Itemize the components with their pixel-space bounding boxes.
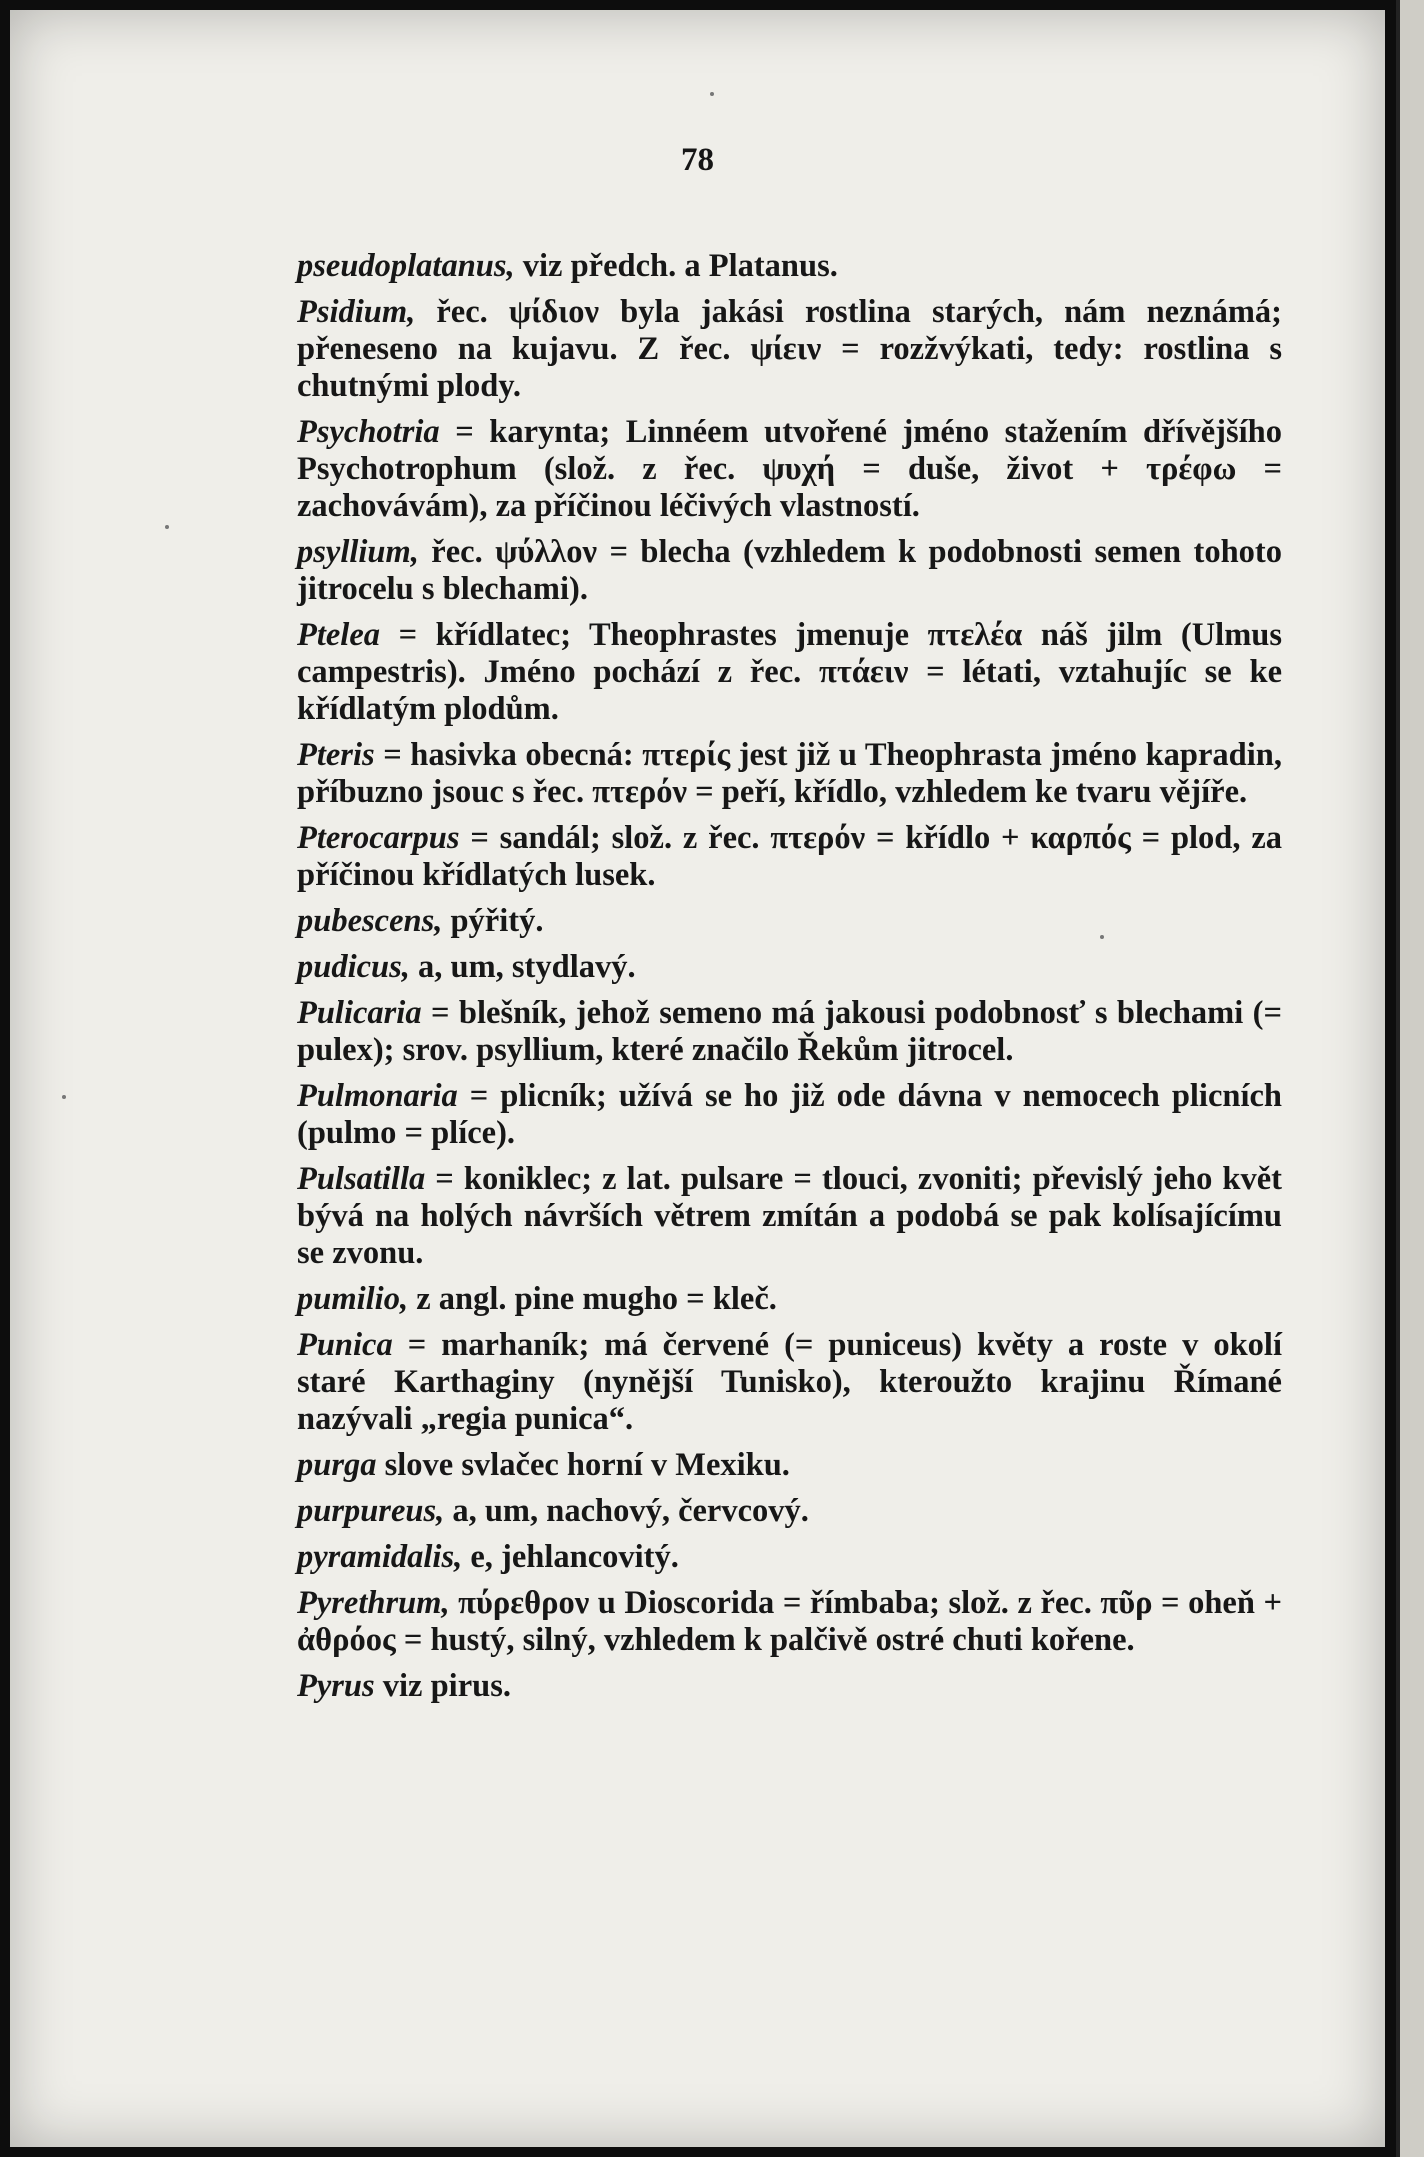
entry (297, 1161, 1282, 1272)
binding-edge (1396, 0, 1424, 2157)
book-page (10, 10, 1385, 2147)
entry (297, 248, 1282, 285)
entry (297, 617, 1282, 728)
entry-lemma: Pyrus (297, 1668, 375, 1704)
entry-lemma: Psidium, (297, 294, 416, 330)
entry-text: = křídlatec; Theophrastes jmenuje πτελέα náš jilm (Ulmus campestris). Jméno pochází z řec. πτάειν = létati, vztahujíc se ke křídlatým plodům. (297, 617, 1282, 727)
entry (297, 949, 1282, 986)
entry (297, 995, 1282, 1069)
entry-text: z angl. pine mugho = kleč. (408, 1281, 777, 1317)
entry-lemma: pyramidalis, (297, 1539, 463, 1575)
entry-text: a, um, nachový, červcový. (444, 1493, 809, 1529)
entry-lemma: pseudoplatanus, (297, 248, 515, 284)
entry (297, 534, 1282, 608)
entry-lemma: Punica (297, 1327, 393, 1363)
entry-text: pýřitý. (442, 903, 544, 939)
entry-lemma: Ptelea (297, 617, 381, 653)
entry-text: viz pirus. (374, 1668, 511, 1704)
entry-text: slove svlačec horní v Mexiku. (376, 1447, 790, 1483)
entry (297, 1078, 1282, 1152)
entry (297, 1493, 1282, 1530)
entry-lemma: Pteris (297, 737, 375, 773)
entry-text: = hasivka obecná: πτερίς jest již u Theophrasta jméno kapradin, příbuzno jsouc s řec. πτερόν = peří, křídlo, vzhledem ke tvaru vějíře. (297, 737, 1282, 810)
entry-lemma: pudicus, (297, 949, 410, 985)
entry (297, 1668, 1282, 1705)
entry-lemma: purpureus, (297, 1493, 445, 1529)
entry (297, 1281, 1282, 1318)
page-number: 78 (681, 142, 714, 178)
entry-text: řec. ψίδιον byla jakási rostlina starých, nám neznámá; přeneseno na kujavu. Z řec. ψίειν = rozžvýkati, tedy: rostlina s chutnými plody. (297, 294, 1282, 404)
paper-speck (62, 1095, 66, 1099)
dictionary-entries (297, 248, 1282, 1714)
entry-text: = plicník; užívá se ho již ode dávna v nemocech plicních (pulmo = plíce). (297, 1078, 1282, 1151)
entry-lemma: pumilio, (297, 1281, 409, 1317)
entry-lemma: Pterocarpus (297, 820, 460, 856)
entry (297, 737, 1282, 811)
entry-text: = karynta; Linnéem utvořené jméno stažením dřívějšího Psychotrophum (slož. z řec. ψυχή = duše, život + τρέφω = zachovávám), za příčinou léčivých vlastností. (297, 414, 1282, 524)
entry-lemma: Pulsatilla (297, 1161, 426, 1197)
entry-lemma: Psychotria (297, 414, 440, 450)
paper-speck (1100, 935, 1104, 939)
entry-lemma: Pulmonaria (297, 1078, 458, 1114)
entry-text: πύρεθρον u Dioscorida = římbaba; slož. z řec. πῦρ = oheň + ἀθρόος = hustý, silný, vzhledem k palčivě ostré chuti kořene. (297, 1585, 1282, 1658)
entry-text: = koniklec; z lat. pulsare = tlouci, zvoniti; převislý jeho květ bývá na holých návrších větrem zmítán a podobá se pak kolísajícímu se zvonu. (297, 1161, 1282, 1271)
entry-lemma: psyllium, (297, 534, 419, 570)
entry-text: řec. ψύλλον = blecha (vzhledem k podobnosti semen tohoto jitrocelu s blechami). (297, 534, 1282, 607)
entry-lemma: purga (297, 1447, 377, 1483)
paper-speck (165, 525, 169, 529)
entry-text: = blešník, jehož semeno má jakousi podobnosť s blechami (= pulex); srov. psyllium, které značilo Řekům jitrocel. (297, 995, 1282, 1068)
entry-text: viz předch. a Platanus. (514, 248, 838, 284)
entry (297, 1585, 1282, 1659)
entry (297, 903, 1282, 940)
entry (297, 1327, 1282, 1438)
paper-speck (710, 92, 714, 96)
entry (297, 1539, 1282, 1576)
entry-text: e, jehlancovitý. (462, 1539, 679, 1575)
entry-text: = marhaník; má červené (= puniceus) květy a roste v okolí staré Karthaginy (nynější Tunisko), kteroužto krajinu Římané nazývali „regia punica“. (297, 1327, 1282, 1437)
entry-text: = sandál; slož. z řec. πτερόν = křídlo + καρπός = plod, za příčinou křídlatých lusek. (297, 820, 1282, 893)
entry-text: a, um, stydlavý. (409, 949, 636, 985)
entry-lemma: pubescens, (297, 903, 443, 939)
entry-lemma: Pyrethrum, (297, 1585, 450, 1621)
binding-edge-line (1396, 0, 1400, 2157)
entry (297, 294, 1282, 405)
entry (297, 414, 1282, 525)
entry-lemma: Pulicaria (297, 995, 422, 1031)
entry (297, 820, 1282, 894)
entry (297, 1447, 1282, 1484)
